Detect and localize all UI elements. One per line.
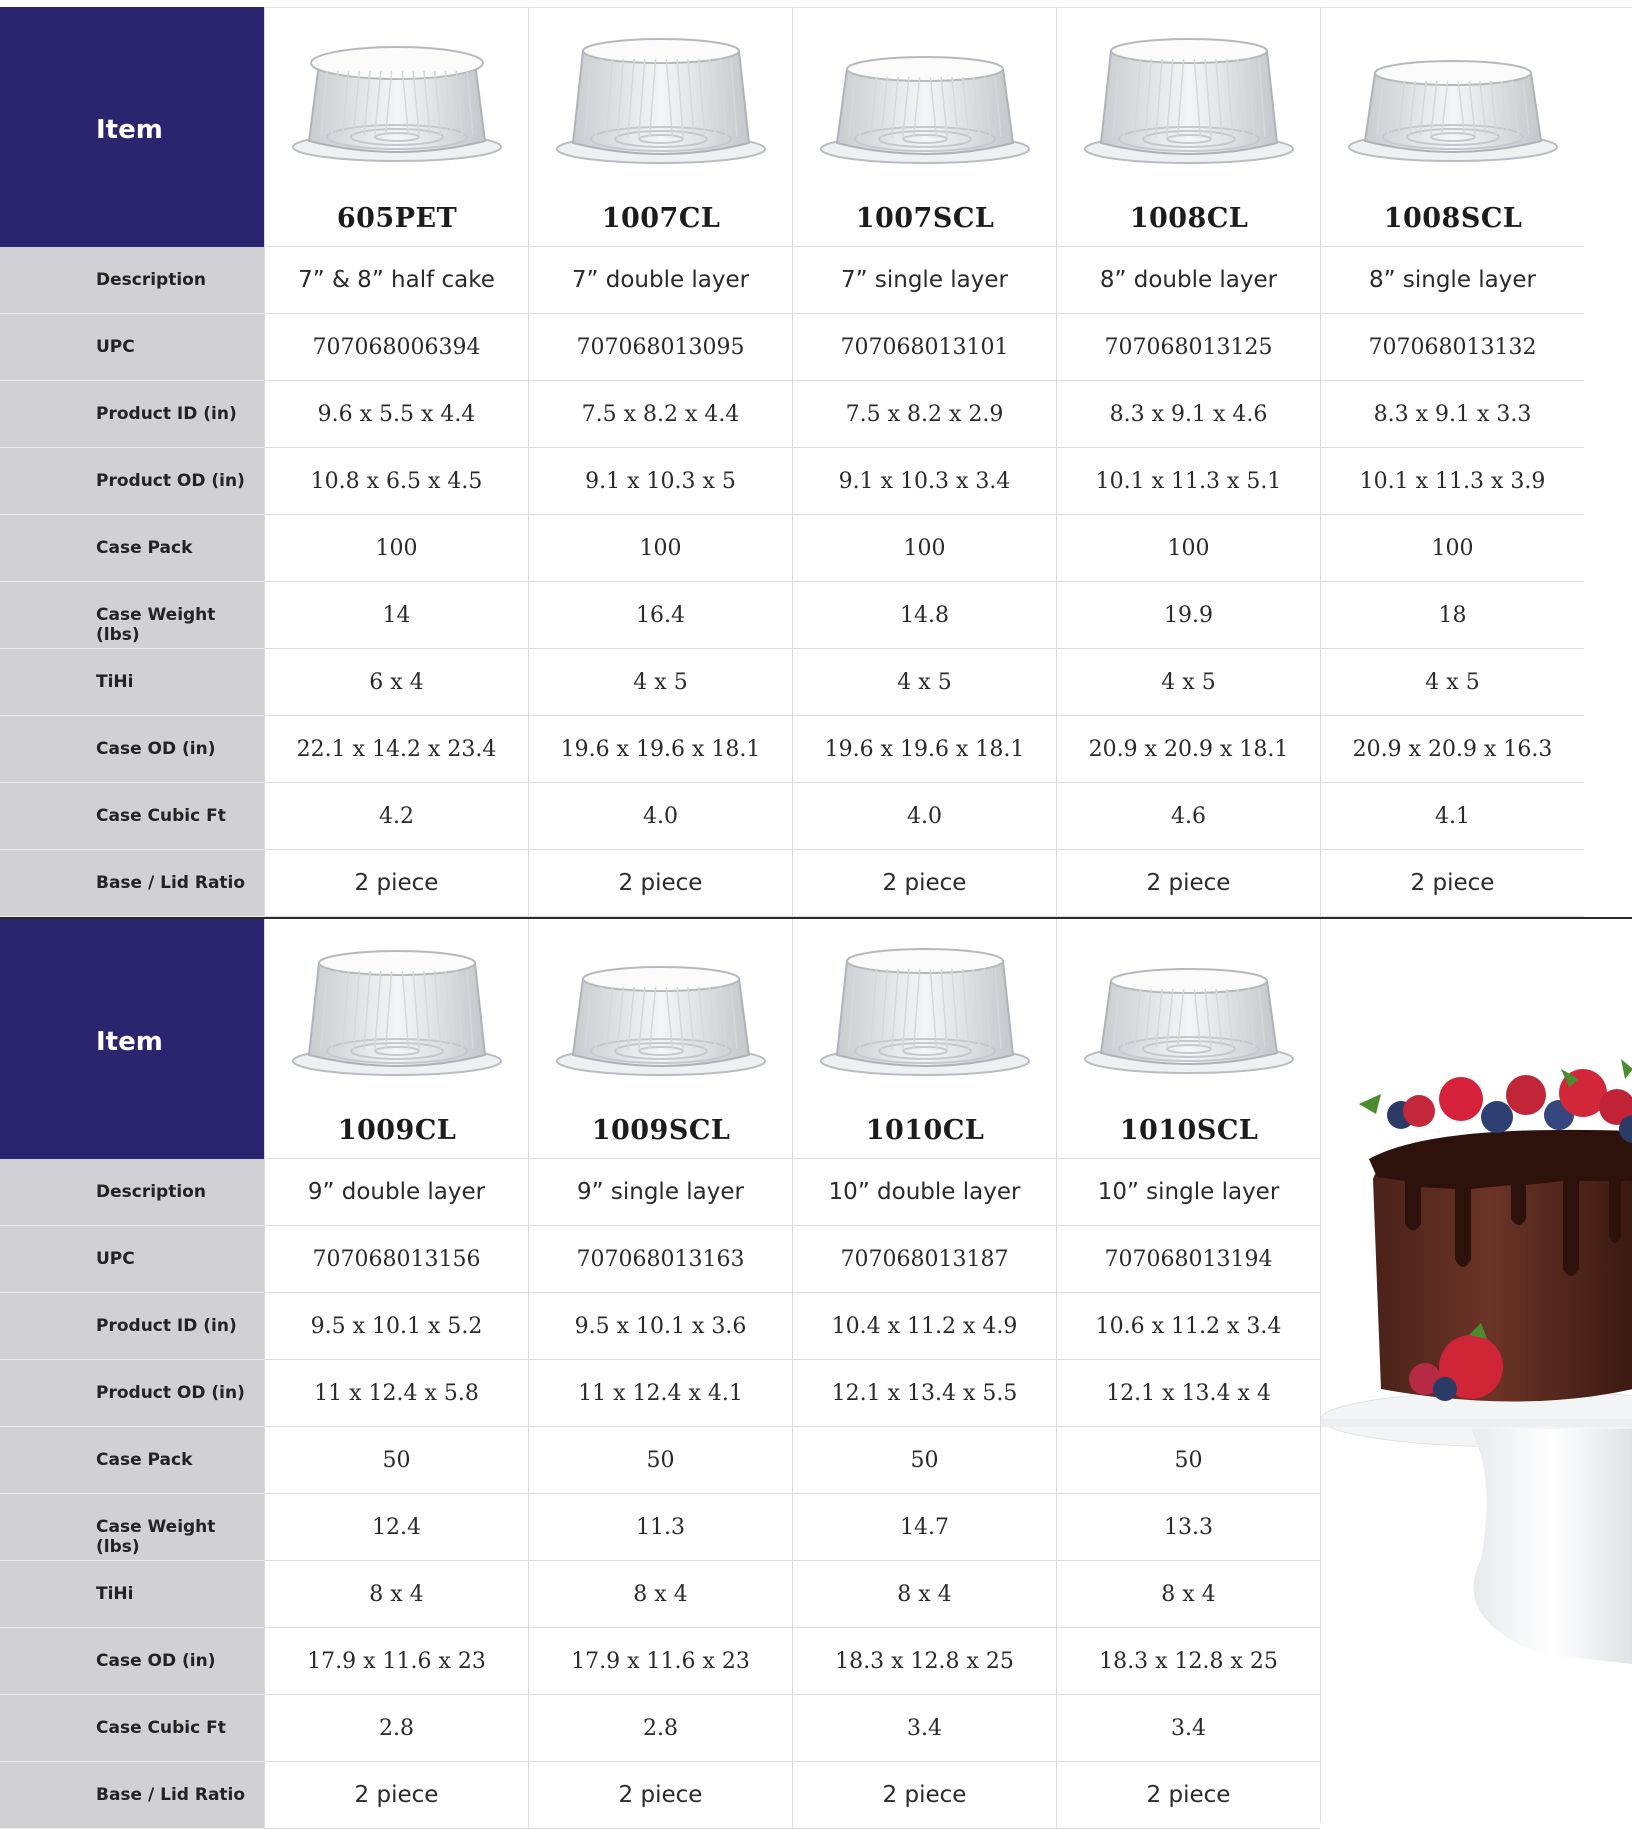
spec-label-cell xyxy=(0,448,264,515)
spec-row-case-od xyxy=(0,716,1632,783)
spec-value-case-weight: 14 xyxy=(264,582,528,649)
spec-value-tihi: 6 x 4 xyxy=(264,649,528,716)
spec-value-case-od: 17.9 x 11.6 x 23 xyxy=(528,1628,792,1695)
spec-value-base-lid-ratio: 2 piece xyxy=(1056,850,1320,917)
clear-plastic-cake-container-icon xyxy=(1079,945,1299,1105)
spec-value-case-cubic-ft: 2.8 xyxy=(264,1695,528,1762)
spec-value-product-od: 10.1 x 11.3 x 3.9 xyxy=(1320,448,1584,515)
spec-value-case-pack: 100 xyxy=(528,515,792,582)
spec-label: Description xyxy=(96,1182,206,1202)
spec-label-cell xyxy=(0,1628,264,1695)
spec-value-case-cubic-ft: 4.2 xyxy=(264,783,528,850)
spec-value-description: 8” single layer xyxy=(1320,247,1584,314)
spec-value-case-pack: 50 xyxy=(528,1427,792,1494)
spec-value-product-od: 12.1 x 13.4 x 5.5 xyxy=(792,1360,1056,1427)
spec-value-product-id: 9.6 x 5.5 x 4.4 xyxy=(264,381,528,448)
spec-value-case-cubic-ft: 4.0 xyxy=(792,783,1056,850)
spec-value-case-cubic-ft: 3.4 xyxy=(792,1695,1056,1762)
spec-value-case-od: 19.6 x 19.6 x 18.1 xyxy=(528,716,792,783)
spec-label: Case Cubic Ft xyxy=(96,1718,226,1738)
spec-value-upc: 707068013101 xyxy=(792,314,1056,381)
spec-value-upc: 707068013095 xyxy=(528,314,792,381)
spec-value-upc: 707068006394 xyxy=(264,314,528,381)
spec-value-upc: 707068013156 xyxy=(264,1226,528,1293)
spec-value-product-od: 11 x 12.4 x 4.1 xyxy=(528,1360,792,1427)
spec-value-product-id: 8.3 x 9.1 x 4.6 xyxy=(1056,381,1320,448)
spec-value-product-od: 11 x 12.4 x 5.8 xyxy=(264,1360,528,1427)
product-code: 1009CL xyxy=(337,1115,457,1146)
clear-plastic-cake-container-icon xyxy=(551,33,771,193)
spec-value-base-lid-ratio: 2 piece xyxy=(528,850,792,917)
spec-value-case-cubic-ft: 3.4 xyxy=(1056,1695,1320,1762)
product-code: 605PET xyxy=(336,203,458,234)
spec-row-case-cubic-ft xyxy=(0,783,1632,850)
spec-value-upc: 707068013163 xyxy=(528,1226,792,1293)
product-header-1010cl xyxy=(792,919,1056,1159)
spec-label: Product OD (in) xyxy=(96,471,245,491)
spec-value-product-od: 9.1 x 10.3 x 3.4 xyxy=(792,448,1056,515)
spec-label-cell xyxy=(0,850,264,917)
spec-label-cell xyxy=(0,1494,264,1561)
spec-value-product-id: 8.3 x 9.1 x 3.3 xyxy=(1320,381,1584,448)
product-code: 1007SCL xyxy=(855,203,995,234)
spec-value-case-cubic-ft: 4.6 xyxy=(1056,783,1320,850)
spec-label-cell xyxy=(0,314,264,381)
spec-value-case-weight: 16.4 xyxy=(528,582,792,649)
spec-label: Case OD (in) xyxy=(96,739,216,759)
spec-label: Base / Lid Ratio xyxy=(96,873,246,893)
spec-label-cell xyxy=(0,1159,264,1226)
spec-value-description: 7” & 8” half cake xyxy=(264,247,528,314)
spec-value-tihi: 8 x 4 xyxy=(528,1561,792,1628)
item-header-row xyxy=(0,7,1632,247)
spec-value-product-id: 9.5 x 10.1 x 3.6 xyxy=(528,1293,792,1360)
spec-label: TiHi xyxy=(96,1584,134,1604)
item-header-cell xyxy=(0,7,264,247)
spec-label: TiHi xyxy=(96,672,134,692)
item-header-label: Item xyxy=(96,1027,163,1057)
product-code: 1010SCL xyxy=(1119,1115,1259,1146)
spec-value-tihi: 8 x 4 xyxy=(792,1561,1056,1628)
spec-value-case-od: 20.9 x 20.9 x 16.3 xyxy=(1320,716,1584,783)
spec-label: UPC xyxy=(96,337,135,357)
spec-label-cell xyxy=(0,649,264,716)
product-code: 1009SCL xyxy=(591,1115,731,1146)
spec-row-case-pack xyxy=(0,515,1632,582)
spec-label-cell xyxy=(0,1695,264,1762)
spec-value-case-pack: 100 xyxy=(792,515,1056,582)
spec-label-cell xyxy=(0,716,264,783)
spec-value-description: 7” double layer xyxy=(528,247,792,314)
spec-value-upc: 707068013132 xyxy=(1320,314,1584,381)
spec-value-product-id: 7.5 x 8.2 x 4.4 xyxy=(528,381,792,448)
spec-value-case-weight: 12.4 xyxy=(264,1494,528,1561)
spec-label: Product OD (in) xyxy=(96,1383,245,1403)
spec-value-tihi: 4 x 5 xyxy=(792,649,1056,716)
spec-value-case-pack: 50 xyxy=(1056,1427,1320,1494)
spec-label: Product ID (in) xyxy=(96,1316,237,1336)
spec-value-tihi: 4 x 5 xyxy=(528,649,792,716)
spec-value-description: 10” single layer xyxy=(1056,1159,1320,1226)
spec-label: Product ID (in) xyxy=(96,404,237,424)
spec-label-cell xyxy=(0,582,264,649)
spec-label: Case OD (in) xyxy=(96,1651,216,1671)
spec-value-base-lid-ratio: 2 piece xyxy=(528,1762,792,1829)
clear-plastic-cake-container-icon xyxy=(287,945,507,1105)
spec-label-cell xyxy=(0,1293,264,1360)
spec-value-case-weight: 14.8 xyxy=(792,582,1056,649)
spec-label-cell xyxy=(0,1226,264,1293)
spec-value-case-cubic-ft: 4.1 xyxy=(1320,783,1584,850)
clear-plastic-cake-container-icon xyxy=(551,945,771,1105)
spec-value-case-weight: 18 xyxy=(1320,582,1584,649)
spec-label: Case Pack xyxy=(96,538,193,558)
spec-label-cell xyxy=(0,1360,264,1427)
spec-value-tihi: 8 x 4 xyxy=(1056,1561,1320,1628)
product-header-1008cl xyxy=(1056,7,1320,247)
spec-value-description: 9” single layer xyxy=(528,1159,792,1226)
spec-row-product-od xyxy=(0,448,1632,515)
item-header-cell xyxy=(0,919,264,1159)
clear-plastic-cake-container-icon xyxy=(815,33,1035,193)
spec-value-product-id: 10.6 x 11.2 x 3.4 xyxy=(1056,1293,1320,1360)
spec-value-case-od: 20.9 x 20.9 x 18.1 xyxy=(1056,716,1320,783)
spec-label-cell xyxy=(0,1561,264,1628)
spec-row-tihi xyxy=(0,649,1632,716)
spec-value-case-weight: 14.7 xyxy=(792,1494,1056,1561)
spec-value-upc: 707068013194 xyxy=(1056,1226,1320,1293)
spec-value-product-od: 10.8 x 6.5 x 4.5 xyxy=(264,448,528,515)
spec-row-product-id xyxy=(0,381,1632,448)
spec-value-tihi: 4 x 5 xyxy=(1056,649,1320,716)
product-header-1009scl xyxy=(528,919,792,1159)
spec-label: Base / Lid Ratio xyxy=(96,1785,246,1805)
spec-value-product-od: 12.1 x 13.4 x 4 xyxy=(1056,1360,1320,1427)
spec-value-case-weight: 11.3 xyxy=(528,1494,792,1561)
spec-value-tihi: 8 x 4 xyxy=(264,1561,528,1628)
spec-value-upc: 707068013187 xyxy=(792,1226,1056,1293)
chocolate-drip-cake-illustration xyxy=(1321,919,1632,1822)
spec-value-description: 9” double layer xyxy=(264,1159,528,1226)
clear-plastic-cake-container-icon xyxy=(815,945,1035,1105)
product-header-1008scl xyxy=(1320,7,1584,247)
spec-value-base-lid-ratio: 2 piece xyxy=(792,850,1056,917)
spec-label-cell xyxy=(0,247,264,314)
spec-label-cell xyxy=(0,783,264,850)
spec-value-case-od: 17.9 x 11.6 x 23 xyxy=(264,1628,528,1695)
spec-value-product-id: 9.5 x 10.1 x 5.2 xyxy=(264,1293,528,1360)
spec-value-case-pack: 100 xyxy=(1056,515,1320,582)
spec-row-base-lid-ratio xyxy=(0,850,1632,917)
spec-value-case-pack: 100 xyxy=(264,515,528,582)
spec-value-product-id: 10.4 x 11.2 x 4.9 xyxy=(792,1293,1056,1360)
spec-value-case-od: 19.6 x 19.6 x 18.1 xyxy=(792,716,1056,783)
spec-value-product-id: 7.5 x 8.2 x 2.9 xyxy=(792,381,1056,448)
spec-label: Case Weight (lbs) xyxy=(96,605,216,645)
product-header-605pet xyxy=(264,7,528,247)
spec-value-case-od: 18.3 x 12.8 x 25 xyxy=(1056,1628,1320,1695)
spec-value-description: 7” single layer xyxy=(792,247,1056,314)
spec-value-case-od: 22.1 x 14.2 x 23.4 xyxy=(264,716,528,783)
clear-plastic-cake-container-icon xyxy=(1343,33,1563,193)
product-header-1007scl xyxy=(792,7,1056,247)
spec-value-description: 10” double layer xyxy=(792,1159,1056,1226)
spec-label: Description xyxy=(96,270,206,290)
spec-value-case-od: 18.3 x 12.8 x 25 xyxy=(792,1628,1056,1695)
product-code: 1008CL xyxy=(1129,203,1249,234)
spec-label-cell xyxy=(0,515,264,582)
product-code: 1007CL xyxy=(601,203,721,234)
spec-value-base-lid-ratio: 2 piece xyxy=(264,850,528,917)
spec-value-product-od: 9.1 x 10.3 x 5 xyxy=(528,448,792,515)
spec-label: Case Weight (lbs) xyxy=(96,1517,216,1557)
product-header-1010scl xyxy=(1056,919,1320,1159)
product-code: 1010CL xyxy=(865,1115,985,1146)
spec-value-case-weight: 19.9 xyxy=(1056,582,1320,649)
spec-value-base-lid-ratio: 2 piece xyxy=(1056,1762,1320,1829)
spec-value-base-lid-ratio: 2 piece xyxy=(1320,850,1584,917)
product-header-1007cl xyxy=(528,7,792,247)
spec-row-upc xyxy=(0,314,1632,381)
spec-label-cell xyxy=(0,1427,264,1494)
spec-value-case-pack: 50 xyxy=(792,1427,1056,1494)
product-code: 1008SCL xyxy=(1383,203,1523,234)
item-header-label: Item xyxy=(96,115,163,145)
spec-row-description xyxy=(0,247,1632,314)
spec-value-case-weight: 13.3 xyxy=(1056,1494,1320,1561)
spec-label-cell xyxy=(0,381,264,448)
product-header-1009cl xyxy=(264,919,528,1159)
spec-value-description: 8” double layer xyxy=(1056,247,1320,314)
clear-plastic-cake-container-icon xyxy=(1079,33,1299,193)
spec-label-cell xyxy=(0,1762,264,1829)
spec-value-upc: 707068013125 xyxy=(1056,314,1320,381)
spec-value-tihi: 4 x 5 xyxy=(1320,649,1584,716)
spec-value-base-lid-ratio: 2 piece xyxy=(264,1762,528,1829)
spec-label: Case Pack xyxy=(96,1450,193,1470)
spec-label: Case Cubic Ft xyxy=(96,806,226,826)
spec-row-case-weight xyxy=(0,582,1632,649)
spec-value-base-lid-ratio: 2 piece xyxy=(792,1762,1056,1829)
spec-value-case-cubic-ft: 4.0 xyxy=(528,783,792,850)
spec-value-product-od: 10.1 x 11.3 x 5.1 xyxy=(1056,448,1320,515)
spec-value-case-pack: 100 xyxy=(1320,515,1584,582)
cake-photo xyxy=(1320,919,1632,1822)
clear-plastic-cake-container-icon xyxy=(287,33,507,193)
spec-label: UPC xyxy=(96,1249,135,1269)
spec-value-case-pack: 50 xyxy=(264,1427,528,1494)
spec-value-case-cubic-ft: 2.8 xyxy=(528,1695,792,1762)
